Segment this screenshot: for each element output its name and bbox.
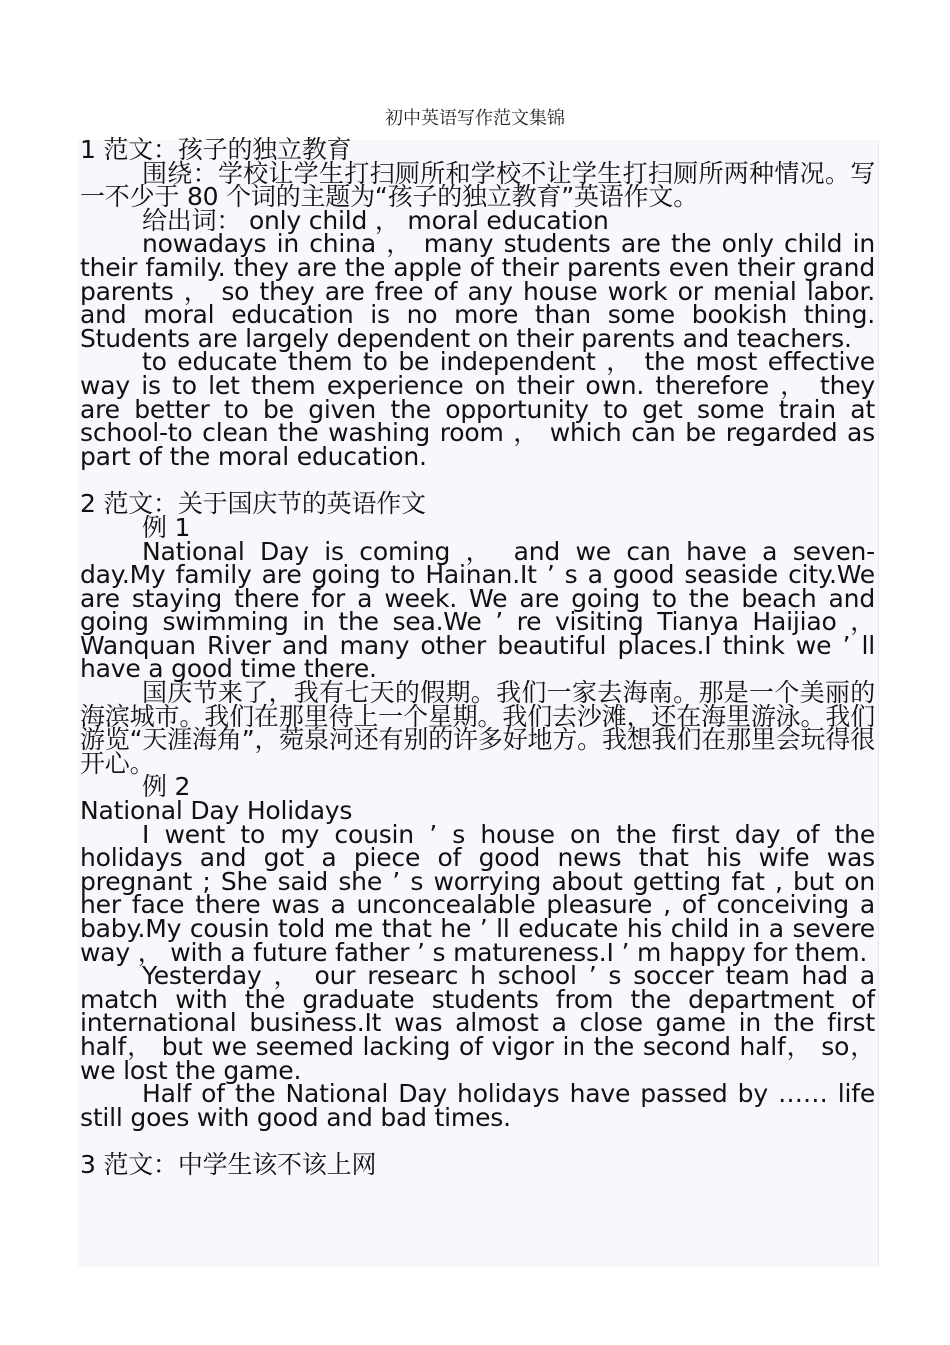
- paragraph: National Day is coming ， and we can have a seven-day.My family are going to Hainan.It ’ s a good seaside city.We are staying there for a week. We are going to the beach and going swimming in the sea.We ’ re visiting Tianya Haijiao ， Wanquan River and many other beautiful places.I think we ’ ll have a good time there.: [80, 536, 875, 684]
- document-title: 初中英语写作范文集锦: [385, 108, 565, 129]
- paragraph: 给出词： only child ， moral education: [142, 205, 609, 235]
- paragraph: 围绕：学校让学生打扫厕所和学校不让学生打扫厕所两种情况。写一不少于 80 个词的主题为“孩子的独立教育”英语作文。: [80, 158, 875, 212]
- section-heading: 3 范文：中学生该不该上网: [80, 1150, 377, 1180]
- paragraph: Half of the National Day holidays have passed by …… life still goes with good and bad times.: [80, 1079, 875, 1132]
- document-body: [80, 135, 875, 1180]
- paragraph: I went to my cousin ’ s house on the first day of the holidays and got a piece of good news that his wife was pregnant ; She said she ’ s worrying about getting fat , but on her face there was a unconcealable pleasure , of conceiving a baby.My cousin told me that he ’ ll educate his child in a severe way ， with a future father ’ s matureness.I ’ m happy for them.: [80, 819, 875, 967]
- example-label: 例 1: [142, 512, 191, 542]
- paragraph: to educate them to be independent ， the most effective way is to let them experience on their own. therefore ， they are better to be given the opportunity to get some train at school-to clean the washing room ， which can be regarded as part of the moral education.: [80, 347, 875, 471]
- subtitle: National Day Holidays: [80, 796, 353, 826]
- paragraph: Yesterday ， our researc h school ’ s soccer team had a match with the graduate students from the department of international business.It was almost a close game in the first half， but we seemed lacking of vigor in the second half， so， we lost the game.: [80, 961, 875, 1085]
- paragraph: nowadays in china ， many students are the only child in their family. they are the apple of their parents even their grand parents ， so they are free of any house work or menial labor. and moral education is no more than some bookish thing. Students are largely dependent on their parents and teachers.: [80, 229, 875, 353]
- paragraph: 国庆节来了，我有七天的假期。我们一家去海南。那是一个美丽的海滨城市。我们在那里待上一个星期。我们去沙滩，还在海里游泳。我们游览“天涯海角”，菀泉河还有别的许多好地方。我想我们在那里会玩得很开心。: [80, 678, 875, 778]
- section-heading: 1 范文：孩子的独立教育: [80, 135, 352, 164]
- section-heading: 2 范文：关于国庆节的英语作文: [80, 489, 426, 519]
- example-label: 例 2: [142, 772, 191, 802]
